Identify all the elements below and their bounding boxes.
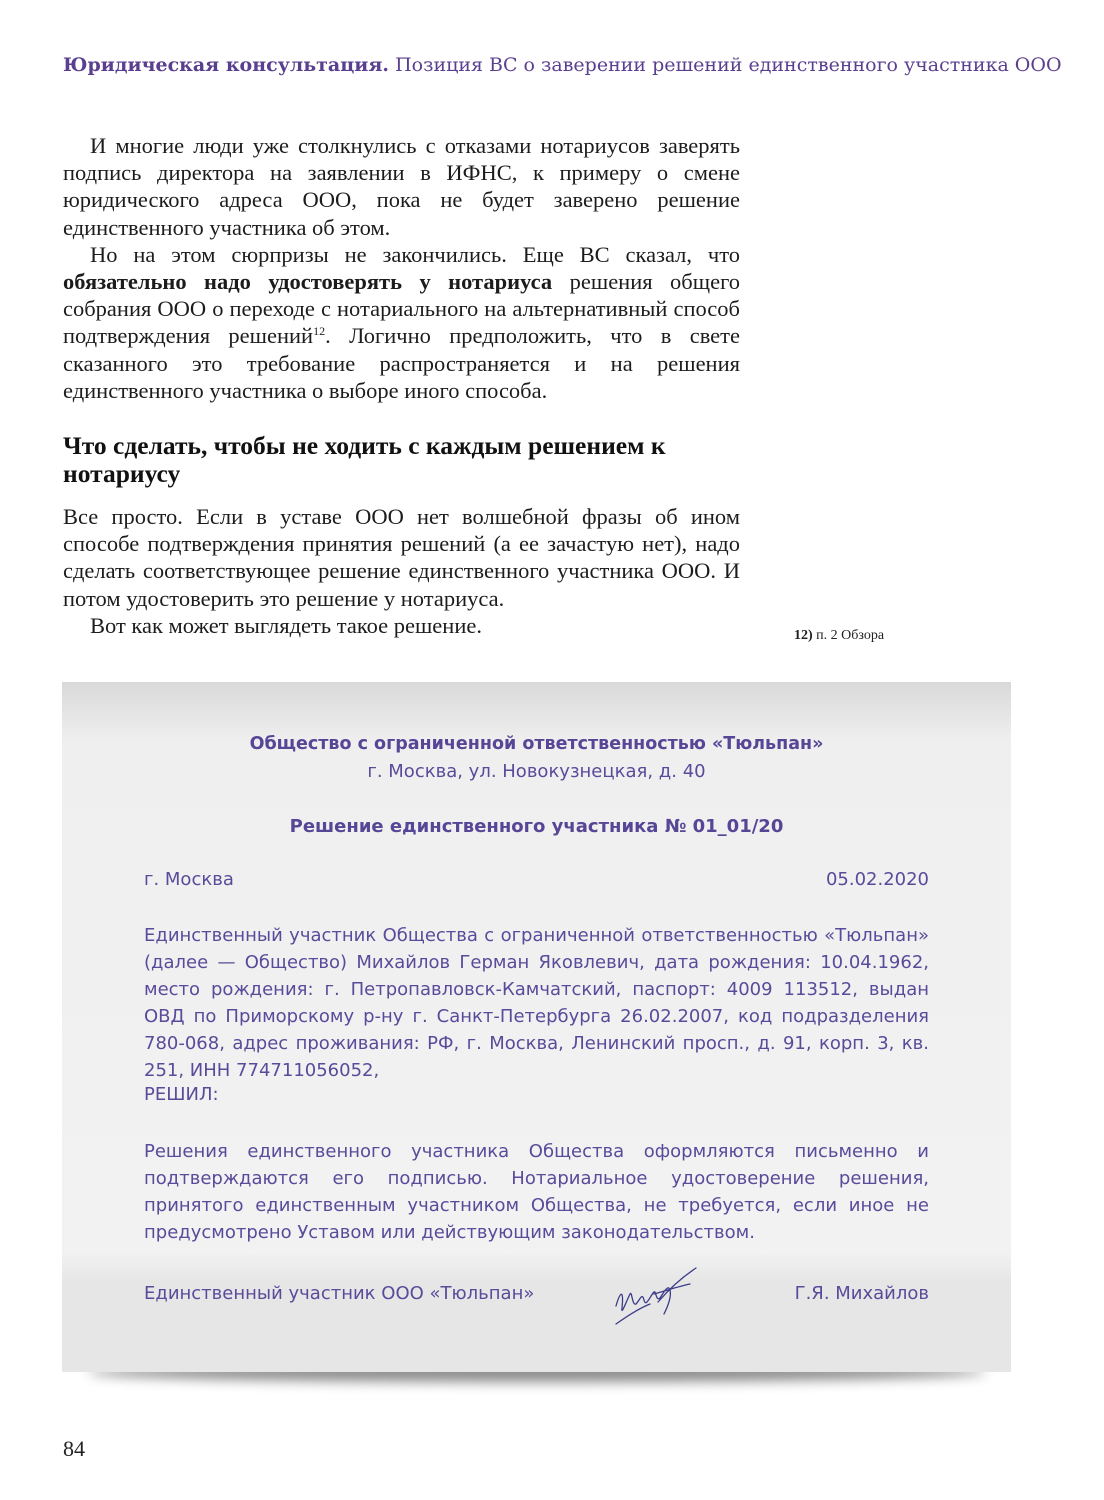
- document-address: г. Москва, ул. Новокузнецкая, д. 40: [367, 761, 706, 782]
- header-section: Юридическая консультация.: [63, 54, 390, 76]
- document-resolution: Решения единственного участника Общества оформляются письменно и подтверждаются его подписью. Нотариальное удостоверение решения, принятого единственным участником Общества, не требуется, если иное не предусмотрено Уставом или действующим законодательством.: [144, 1141, 929, 1243]
- document-date: 05.02.2020: [825, 869, 929, 890]
- footnote-reference: 12: [313, 324, 326, 339]
- header-title: Позиция ВС о заверении решений единственного участника ООО: [395, 54, 1062, 76]
- signer-role: Единственный участник ООО «Тюльпан»: [144, 1283, 535, 1304]
- main-text: [63, 132, 740, 639]
- sidenote-text: п. 2 Обзора: [812, 628, 885, 643]
- section-heading: Что сделать, чтобы не ходить с каждым решением к нотариусу: [63, 431, 666, 489]
- paragraph-4: Вот как может выглядеть такое решение.: [90, 612, 482, 638]
- paragraph-2-part-c: . Логично предположить, что в свете сказанного это требование распространяется и на решения единственного участника о выборе иного способа.: [63, 323, 740, 403]
- document-org-name: Общество с ограниченной ответственностью «Тюльпан»: [249, 734, 824, 754]
- document-title: Решение единственного участника № 01_01/20: [289, 816, 784, 837]
- document-decided-label: РЕШИЛ:: [144, 1084, 219, 1105]
- paragraph-2-part-b: решения общего собрания ООО о переходе с нотариального на альтернативный способ подтверждения решений: [63, 269, 740, 349]
- document-body: Единственный участник Общества с ограниченной ответственностью «Тюльпан» (далее — Общество) Михайлов Герман Яковлевич, дата рождения: 10.04.1962, место рождения: г. Петропавловск-Камчатский, паспорт: 4009 113512, выдан ОВД по Приморскому р-ну г. Санкт-Петербурга 26.02.2007, код подразделения 780-068, адрес проживания: РФ, г. Москва, Ленинский просп., д. 91, корп. 3, кв. 251, ИНН 774711056052,: [144, 925, 929, 1081]
- paragraph-1: И многие люди уже столкнулись с отказами нотариусов заверять подпись директора на заявлении в ИФНС, к примеру о смене юридического адреса ООО, пока не будет заверено решение единственного участника об этом.: [63, 133, 740, 240]
- sample-document: [62, 682, 1011, 1372]
- sidenote: [794, 628, 884, 644]
- running-header: [63, 54, 1062, 76]
- paragraph-3: Все просто. Если в уставе ООО нет волшебной фразы об ином способе подтверждения принятия решений (а ее зачастую нет), надо сделать соответствующее решение единственного участника ООО. И потом удостоверить это решение у нотариуса.: [63, 504, 740, 611]
- paragraph-2: [63, 241, 740, 404]
- page-number: 84: [63, 1436, 85, 1461]
- paragraph-2-part-a: Но на этом сюрпризы не закончились. Еще ВС сказал, что: [90, 241, 740, 267]
- signature-icon: [610, 1262, 702, 1334]
- document-city: г. Москва: [144, 869, 234, 890]
- paragraph-2-bold: обязательно надо удостоверять у нотариуса: [63, 269, 553, 295]
- signer-name: Г.Я. Михайлов: [794, 1283, 929, 1304]
- sidenote-number: 12): [794, 628, 813, 643]
